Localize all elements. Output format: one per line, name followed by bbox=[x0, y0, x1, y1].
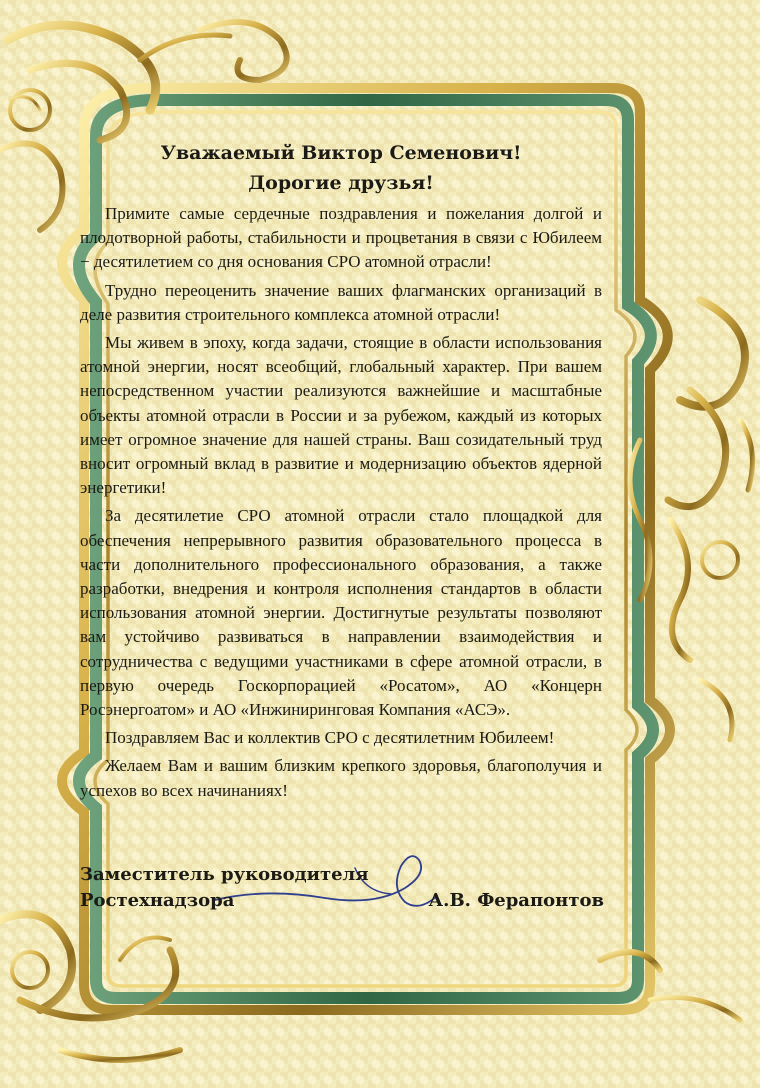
signature-block bbox=[80, 862, 604, 914]
letter-body bbox=[80, 202, 602, 803]
paragraph-2: Трудно переоценить значение ваших флагманских организаций в деле развития строительного комплекса атомной отрасли! bbox=[80, 280, 602, 324]
signature-title-line-2: Ростехнадзора bbox=[80, 890, 235, 911]
letter-text bbox=[80, 138, 602, 807]
signature-title-line-1: Заместитель руководителя bbox=[80, 864, 369, 885]
paragraph-4: За десятилетие СРО атомной отрасли стало площадкой для обеспечения непрерывного развития образовательного процесса в части дополнительного профессионального образования, а также разработки, внедрения и контроля исполнения стандартов в области использования атомной энергии. Достигнутые результаты позволяют вам устойчиво развиваться в направлении взаимодействия и сотрудничества с ведущими участниками в сфере атомной отрасли, в первую очередь Госкорпорацией «Росатом», АО «Концерн Росэнергоатом» и АО «Инжиниринговая Компания «АСЭ». bbox=[80, 506, 602, 720]
paragraph-5: Поздравляем Вас и коллектив СРО с десятилетним Юбилеем! bbox=[105, 728, 555, 748]
signature-name: А.В. Ферапонтов bbox=[428, 890, 604, 911]
paragraph-1: Примите самые сердечные поздравления и пожелания долгой и плодотворной работы, стабильности и процветания в связи с Юбилеем − десятилетием со дня основания СРО атомной отрасли! bbox=[80, 204, 602, 272]
paragraph-3: Мы живем в эпоху, когда задачи, стоящие в области использования атомной энергии, носят всеобщий, глобальный характер. При вашем непосредственном участии реализуются важнейшие и масштабные объекты атомной отрасли в России и за рубежом, каждый из которых имеет огромное значение для нашей страны. Ваш созидательный труд вносит огромный вклад в развитие и модернизацию объектов ядерной энергетики! bbox=[80, 333, 602, 498]
paragraph-6: Желаем Вам и вашим близким крепкого здоровья, благополучия и успехов во всех начинаниях! bbox=[80, 756, 602, 800]
greeting-line-2: Дорогие друзья! bbox=[248, 172, 434, 194]
greeting-line-1: Уважаемый Виктор Семенович! bbox=[160, 142, 522, 164]
